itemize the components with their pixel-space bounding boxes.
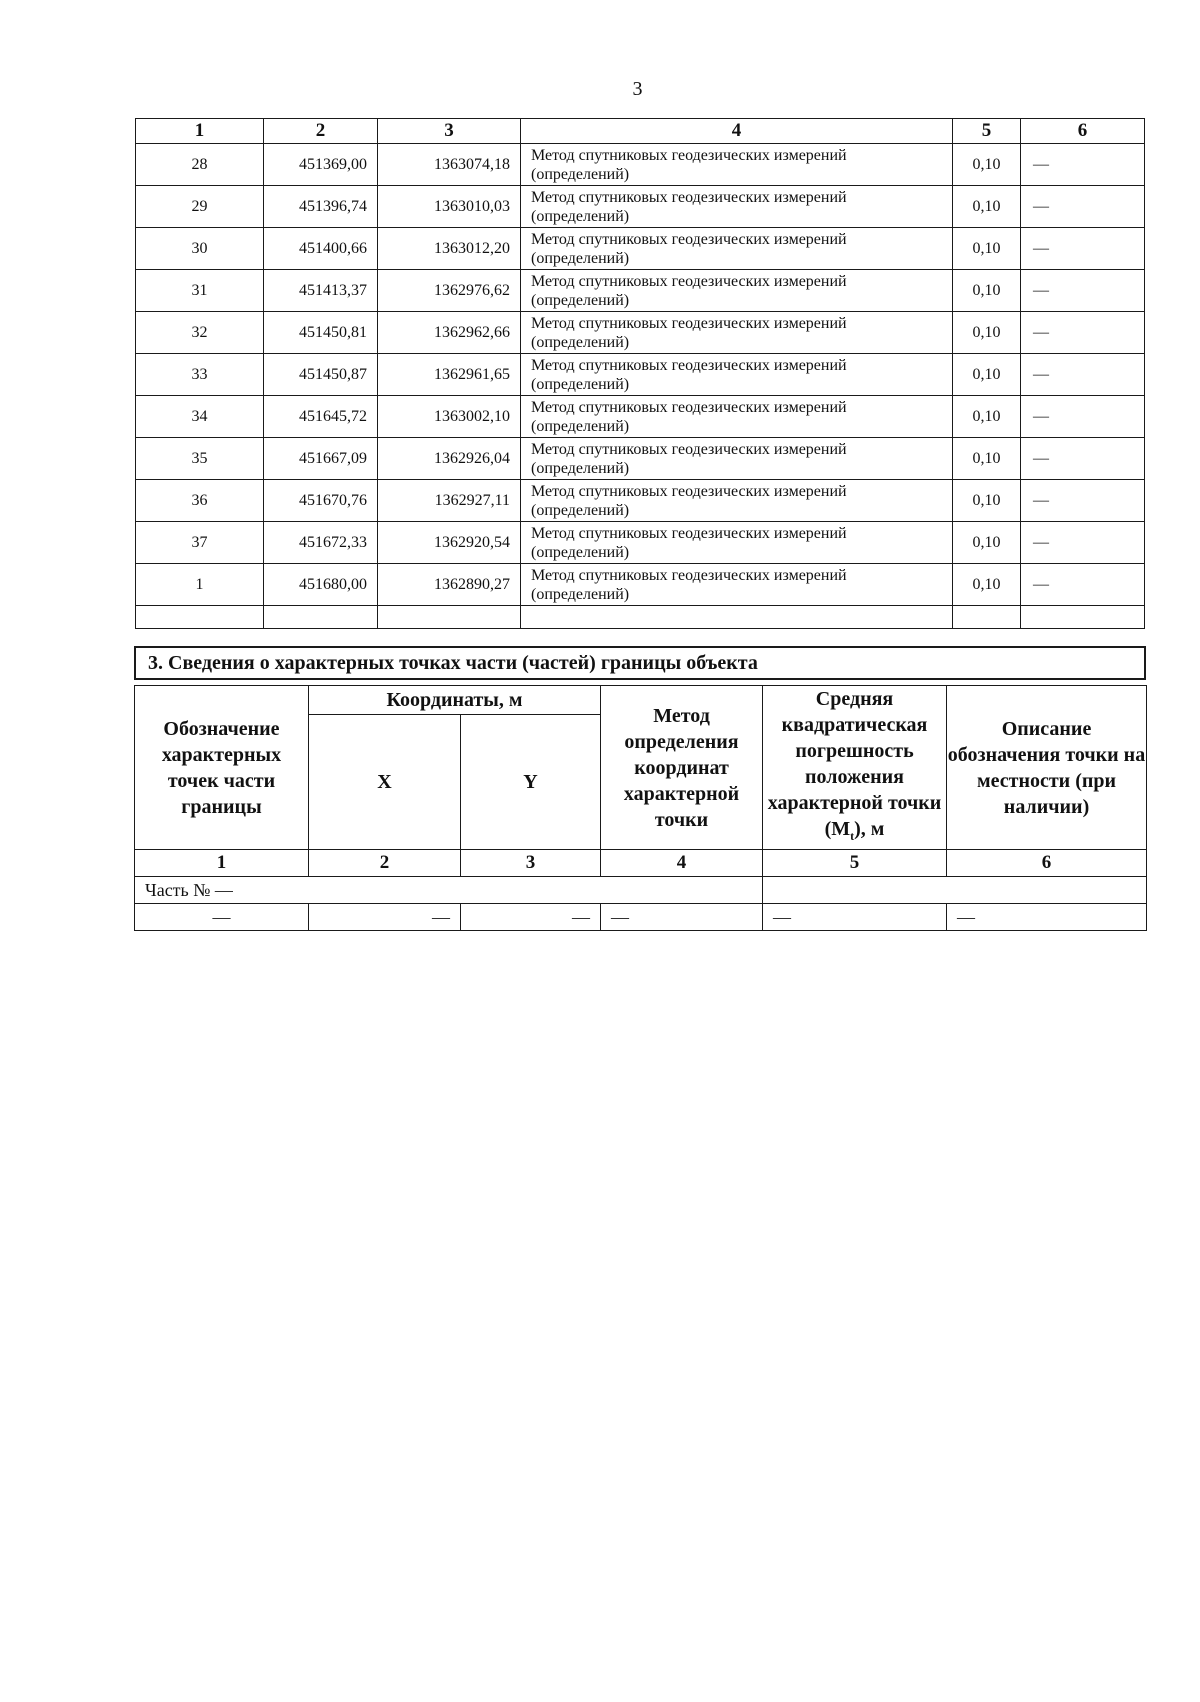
method-text-continued: (определений) — [531, 585, 630, 603]
description-cell: — — [1021, 522, 1145, 564]
point-number: 36 — [136, 480, 264, 522]
method-text-continued: (определений) — [531, 459, 630, 477]
coordinate-y: 1362976,62 — [378, 270, 521, 312]
header-accuracy: Средняя квадратическая погрешность положения характерной точки $(M_t)$, м — [763, 686, 947, 850]
accuracy-value: 0,10 — [953, 354, 1021, 396]
dash-cell: — — [601, 904, 763, 931]
method-text-continued: (определений) — [531, 165, 630, 183]
header-description: Описание обозначения точки на местности (при наличии) — [947, 686, 1147, 850]
dash-cell: — — [309, 904, 461, 931]
table-row — [136, 312, 1145, 354]
coordinate-y: 1362890,27 — [378, 564, 521, 606]
method-cell — [521, 396, 953, 438]
table-row — [136, 438, 1145, 480]
method-text-continued: (определений) — [531, 501, 630, 519]
coordinate-x: 451400,66 — [264, 228, 378, 270]
empty-row — [136, 606, 1145, 629]
method-text-continued: (определений) — [531, 291, 630, 309]
table-row — [136, 144, 1145, 186]
coordinate-y: 1363074,18 — [378, 144, 521, 186]
accuracy-value: 0,10 — [953, 522, 1021, 564]
column-number: 3 — [461, 850, 601, 877]
method-cell — [521, 144, 953, 186]
header-method: Метод определения координат характерной точки — [601, 686, 763, 850]
method-text-continued: (определений) — [531, 333, 630, 351]
accuracy-value: 0,10 — [953, 564, 1021, 606]
accuracy-value: 0,10 — [953, 438, 1021, 480]
coordinate-x: 451450,81 — [264, 312, 378, 354]
method-cell — [521, 522, 953, 564]
accuracy-value: 0,10 — [953, 144, 1021, 186]
method-cell — [521, 480, 953, 522]
dash-cell: — — [763, 904, 947, 931]
coordinate-x: 451670,76 — [264, 480, 378, 522]
method-text-continued: (определений) — [531, 207, 630, 225]
dash-cell: — — [461, 904, 601, 931]
point-number: 33 — [136, 354, 264, 396]
coordinate-y: 1362920,54 — [378, 522, 521, 564]
description-cell: — — [1021, 396, 1145, 438]
method-text: Метод спутниковых геодезических измерений — [531, 188, 847, 206]
point-number: 35 — [136, 438, 264, 480]
description-cell: — — [1021, 354, 1145, 396]
coordinate-y: 1362926,04 — [378, 438, 521, 480]
method-cell — [521, 312, 953, 354]
description-cell: — — [1021, 144, 1145, 186]
part-points-table — [134, 685, 1147, 931]
page-number: 3 — [632, 78, 643, 100]
header-y: Y — [461, 714, 601, 849]
accuracy-value: 0,10 — [953, 396, 1021, 438]
method-text-continued: (определений) — [531, 375, 630, 393]
column-number: 3 — [378, 119, 521, 144]
dash-cell: — — [947, 904, 1147, 931]
header-coordinates: Координаты, м — [309, 686, 601, 715]
column-number: 2 — [264, 119, 378, 144]
coordinate-y: 1362962,66 — [378, 312, 521, 354]
description-cell: — — [1021, 270, 1145, 312]
method-text: Метод спутниковых геодезических измерений — [531, 230, 847, 248]
point-number: 29 — [136, 186, 264, 228]
description-cell: — — [1021, 186, 1145, 228]
point-number: 31 — [136, 270, 264, 312]
table-row — [136, 522, 1145, 564]
table-header-row — [136, 119, 1145, 144]
part-label-row — [135, 877, 1147, 904]
description-cell: — — [1021, 564, 1145, 606]
method-text: Метод спутниковых геодезических измерений — [531, 482, 847, 500]
description-cell: — — [1021, 480, 1145, 522]
table-row — [136, 396, 1145, 438]
coordinate-y: 1363002,10 — [378, 396, 521, 438]
section-3-title: 3. Сведения о характерных точках части (частей) границы объекта — [134, 646, 1146, 680]
coordinate-x: 451667,09 — [264, 438, 378, 480]
method-cell — [521, 270, 953, 312]
description-cell: — — [1021, 312, 1145, 354]
table-row — [136, 354, 1145, 396]
column-number: 5 — [953, 119, 1021, 144]
table-row — [136, 270, 1145, 312]
coordinate-x: 451369,00 — [264, 144, 378, 186]
column-numbers-row — [135, 850, 1147, 877]
method-cell — [521, 564, 953, 606]
column-number: 6 — [947, 850, 1147, 877]
accuracy-value: 0,10 — [953, 312, 1021, 354]
dash-cell: — — [135, 904, 309, 931]
column-number: 6 — [1021, 119, 1145, 144]
method-text-continued: (определений) — [531, 417, 630, 435]
header-x: X — [309, 714, 461, 849]
coordinate-y: 1362961,65 — [378, 354, 521, 396]
column-number: 2 — [309, 850, 461, 877]
table-row — [136, 564, 1145, 606]
point-number: 34 — [136, 396, 264, 438]
method-text: Метод спутниковых геодезических измерений — [531, 356, 847, 374]
method-text: Метод спутниковых геодезических измерений — [531, 146, 847, 164]
accuracy-value: 0,10 — [953, 186, 1021, 228]
table-row — [136, 186, 1145, 228]
coordinate-y: 1363010,03 — [378, 186, 521, 228]
table-row — [136, 480, 1145, 522]
coordinate-y: 1362927,11 — [378, 480, 521, 522]
column-number: 4 — [601, 850, 763, 877]
point-number: 37 — [136, 522, 264, 564]
coordinate-x: 451396,74 — [264, 186, 378, 228]
accuracy-value: 0,10 — [953, 228, 1021, 270]
coordinate-x: 451672,33 — [264, 522, 378, 564]
method-cell — [521, 228, 953, 270]
method-cell — [521, 438, 953, 480]
column-number: 4 — [521, 119, 953, 144]
point-number: 1 — [136, 564, 264, 606]
method-cell — [521, 186, 953, 228]
description-cell: — — [1021, 228, 1145, 270]
boundary-points-table — [135, 118, 1145, 629]
method-text: Метод спутниковых геодезических измерений — [531, 566, 847, 584]
coordinate-x: 451680,00 — [264, 564, 378, 606]
point-number: 28 — [136, 144, 264, 186]
method-text: Метод спутниковых геодезических измерений — [531, 524, 847, 542]
table-row — [136, 228, 1145, 270]
coordinate-y: 1363012,20 — [378, 228, 521, 270]
method-text: Метод спутниковых геодезических измерений — [531, 398, 847, 416]
dash-row — [135, 904, 1147, 931]
column-number: 5 — [763, 850, 947, 877]
point-number: 32 — [136, 312, 264, 354]
coordinate-x: 451450,87 — [264, 354, 378, 396]
method-text: Метод спутниковых геодезических измерений — [531, 272, 847, 290]
accuracy-value: 0,10 — [953, 270, 1021, 312]
column-number: 1 — [136, 119, 264, 144]
part-label: Часть № — — [135, 877, 763, 904]
description-cell: — — [1021, 438, 1145, 480]
method-cell — [521, 354, 953, 396]
point-number: 30 — [136, 228, 264, 270]
coordinate-x: 451645,72 — [264, 396, 378, 438]
method-text-continued: (определений) — [531, 543, 630, 561]
method-text-continued: (определений) — [531, 249, 630, 267]
header-point-designation: Обозначение характерных точек части границы — [135, 686, 309, 850]
coordinate-x: 451413,37 — [264, 270, 378, 312]
method-text: Метод спутниковых геодезических измерений — [531, 440, 847, 458]
accuracy-value: 0,10 — [953, 480, 1021, 522]
method-text: Метод спутниковых геодезических измерений — [531, 314, 847, 332]
column-number: 1 — [135, 850, 309, 877]
